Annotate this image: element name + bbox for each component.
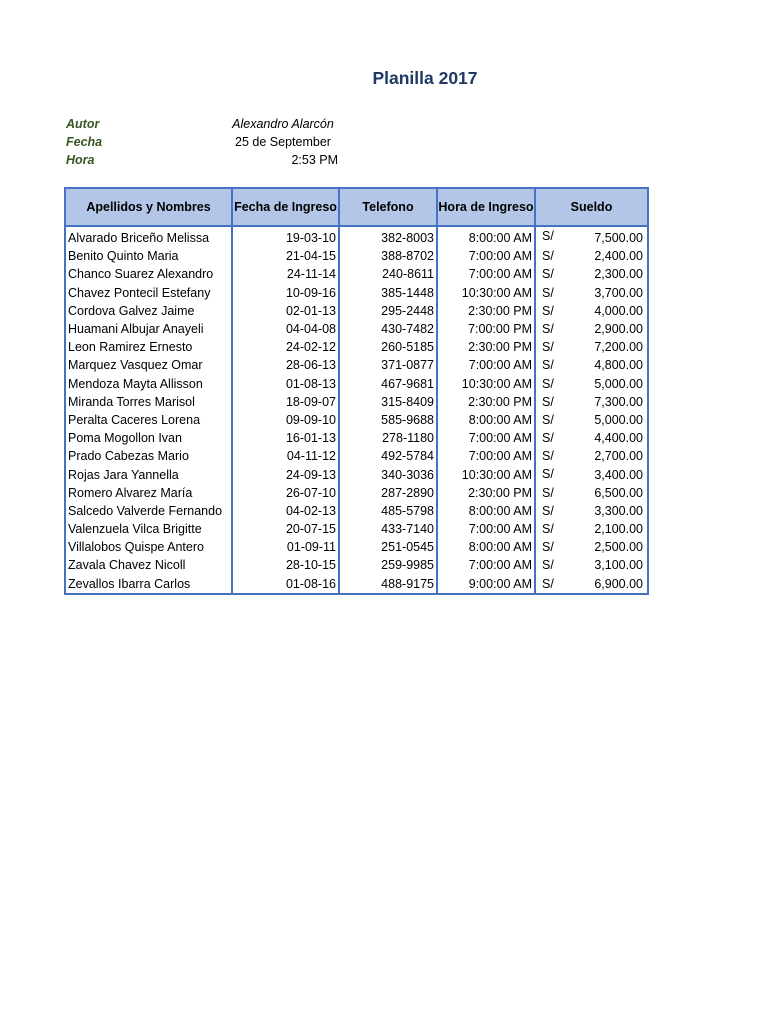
currency-symbol: S/ bbox=[542, 340, 554, 355]
planilla-table bbox=[64, 187, 649, 595]
cell-nombre: Villalobos Quispe Antero bbox=[65, 538, 232, 556]
cell-nombre: Mendoza Mayta Allisson bbox=[65, 375, 232, 393]
cell-sueldo bbox=[535, 284, 648, 302]
currency-symbol: S/ bbox=[542, 503, 554, 518]
cell-nombre: Alvarado Briceño Melissa bbox=[65, 226, 232, 247]
cell-fecha-ingreso: 21-04-15 bbox=[232, 247, 339, 265]
cell-sueldo bbox=[535, 226, 648, 247]
cell-sueldo bbox=[535, 265, 648, 283]
cell-sueldo bbox=[535, 538, 648, 556]
sueldo-amount: 3,700.00 bbox=[594, 285, 643, 300]
table-row bbox=[65, 393, 648, 411]
cell-fecha-ingreso: 28-10-15 bbox=[232, 556, 339, 574]
currency-symbol: S/ bbox=[542, 249, 554, 264]
cell-hora-ingreso: 2:30:00 PM bbox=[437, 302, 535, 320]
cell-nombre: Salcedo Valverde Fernando bbox=[65, 502, 232, 520]
sueldo-amount: 2,300.00 bbox=[594, 267, 643, 282]
cell-telefono: 371-0877 bbox=[339, 356, 437, 374]
cell-hora-ingreso: 7:00:00 AM bbox=[437, 247, 535, 265]
cell-hora-ingreso: 8:00:00 AM bbox=[437, 411, 535, 429]
autor-label: Autor bbox=[66, 117, 100, 131]
cell-telefono: 585-9688 bbox=[339, 411, 437, 429]
currency-symbol: S/ bbox=[542, 394, 554, 409]
cell-sueldo bbox=[535, 556, 648, 574]
sueldo-amount: 7,300.00 bbox=[594, 394, 643, 409]
cell-sueldo bbox=[535, 375, 648, 393]
table-row bbox=[65, 320, 648, 338]
cell-sueldo bbox=[535, 520, 648, 538]
cell-fecha-ingreso: 04-11-12 bbox=[232, 447, 339, 465]
currency-symbol: S/ bbox=[542, 229, 554, 243]
cell-fecha-ingreso: 16-01-13 bbox=[232, 429, 339, 447]
cell-telefono: 492-5784 bbox=[339, 447, 437, 465]
cell-telefono: 467-9681 bbox=[339, 375, 437, 393]
hora-label: Hora bbox=[66, 153, 95, 167]
header-apellidos-nombres: Apellidos y Nombres bbox=[65, 188, 232, 226]
table-row bbox=[65, 265, 648, 283]
cell-hora-ingreso: 10:30:00 AM bbox=[437, 375, 535, 393]
cell-fecha-ingreso: 02-01-13 bbox=[232, 302, 339, 320]
cell-telefono: 385-1448 bbox=[339, 284, 437, 302]
currency-symbol: S/ bbox=[542, 576, 554, 591]
header-fecha-ingreso: Fecha de Ingreso bbox=[232, 188, 339, 226]
cell-nombre: Chanco Suarez Alexandro bbox=[65, 265, 232, 283]
sueldo-amount: 2,100.00 bbox=[594, 522, 643, 537]
table-row bbox=[65, 575, 648, 594]
currency-symbol: S/ bbox=[542, 449, 554, 464]
currency-symbol: S/ bbox=[542, 285, 554, 300]
table-row bbox=[65, 538, 648, 556]
cell-fecha-ingreso: 10-09-16 bbox=[232, 284, 339, 302]
cell-hora-ingreso: 7:00:00 AM bbox=[437, 265, 535, 283]
sueldo-amount: 2,400.00 bbox=[594, 249, 643, 264]
cell-nombre: Peralta Caceres Lorena bbox=[65, 411, 232, 429]
sueldo-amount: 6,900.00 bbox=[594, 576, 643, 591]
hora-value: 2:53 PM bbox=[291, 153, 338, 167]
cell-sueldo bbox=[535, 484, 648, 502]
cell-fecha-ingreso: 24-02-12 bbox=[232, 338, 339, 356]
cell-fecha-ingreso: 20-07-15 bbox=[232, 520, 339, 538]
sueldo-amount: 5,000.00 bbox=[594, 412, 643, 427]
header-telefono: Telefono bbox=[339, 188, 437, 226]
cell-fecha-ingreso: 26-07-10 bbox=[232, 484, 339, 502]
table-row bbox=[65, 247, 648, 265]
cell-telefono: 382-8003 bbox=[339, 226, 437, 247]
autor-value: Alexandro Alarcón bbox=[232, 117, 334, 131]
cell-hora-ingreso: 7:00:00 AM bbox=[437, 556, 535, 574]
cell-nombre: Zavala Chavez Nicoll bbox=[65, 556, 232, 574]
cell-nombre: Poma Mogollon Ivan bbox=[65, 429, 232, 447]
sueldo-amount: 2,700.00 bbox=[594, 449, 643, 464]
sueldo-amount: 2,500.00 bbox=[594, 540, 643, 555]
cell-telefono: 278-1180 bbox=[339, 429, 437, 447]
table-row bbox=[65, 429, 648, 447]
cell-hora-ingreso: 7:00:00 PM bbox=[437, 320, 535, 338]
table-row bbox=[65, 465, 648, 483]
table-row bbox=[65, 447, 648, 465]
cell-sueldo bbox=[535, 320, 648, 338]
table-row bbox=[65, 226, 648, 247]
cell-telefono: 259-9985 bbox=[339, 556, 437, 574]
currency-symbol: S/ bbox=[542, 467, 554, 482]
sueldo-amount: 7,200.00 bbox=[594, 340, 643, 355]
sueldo-amount: 3,100.00 bbox=[594, 558, 643, 573]
currency-symbol: S/ bbox=[542, 412, 554, 427]
page-title: Planilla 2017 bbox=[372, 68, 478, 88]
cell-nombre: Huamani Albujar Anayeli bbox=[65, 320, 232, 338]
cell-nombre: Chavez Pontecil Estefany bbox=[65, 284, 232, 302]
sueldo-amount: 5,000.00 bbox=[594, 376, 643, 391]
table-row bbox=[65, 520, 648, 538]
cell-telefono: 488-9175 bbox=[339, 575, 437, 594]
cell-hora-ingreso: 2:30:00 PM bbox=[437, 393, 535, 411]
currency-symbol: S/ bbox=[542, 321, 554, 336]
currency-symbol: S/ bbox=[542, 522, 554, 536]
cell-fecha-ingreso: 04-04-08 bbox=[232, 320, 339, 338]
cell-telefono: 485-5798 bbox=[339, 502, 437, 520]
cell-telefono: 315-8409 bbox=[339, 393, 437, 411]
sueldo-amount: 3,400.00 bbox=[594, 467, 643, 482]
cell-telefono: 340-3036 bbox=[339, 465, 437, 483]
currency-symbol: S/ bbox=[542, 431, 554, 446]
fecha-value: 25 de September bbox=[235, 135, 331, 149]
cell-telefono: 260-5185 bbox=[339, 338, 437, 356]
currency-symbol: S/ bbox=[542, 303, 554, 318]
cell-fecha-ingreso: 28-06-13 bbox=[232, 356, 339, 374]
currency-symbol: S/ bbox=[542, 558, 554, 573]
cell-sueldo bbox=[535, 302, 648, 320]
cell-sueldo bbox=[535, 247, 648, 265]
cell-fecha-ingreso: 09-09-10 bbox=[232, 411, 339, 429]
table-row bbox=[65, 502, 648, 520]
cell-telefono: 430-7482 bbox=[339, 320, 437, 338]
cell-fecha-ingreso: 24-09-13 bbox=[232, 465, 339, 483]
cell-telefono: 287-2890 bbox=[339, 484, 437, 502]
table-row bbox=[65, 484, 648, 502]
header-hora-ingreso: Hora de Ingreso bbox=[437, 188, 535, 226]
cell-fecha-ingreso: 04-02-13 bbox=[232, 502, 339, 520]
cell-sueldo bbox=[535, 356, 648, 374]
cell-hora-ingreso: 7:00:00 AM bbox=[437, 520, 535, 538]
cell-hora-ingreso: 2:30:00 PM bbox=[437, 338, 535, 356]
cell-nombre: Miranda Torres Marisol bbox=[65, 393, 232, 411]
cell-hora-ingreso: 7:00:00 AM bbox=[437, 429, 535, 447]
cell-hora-ingreso: 10:30:00 AM bbox=[437, 465, 535, 483]
sueldo-amount: 3,300.00 bbox=[594, 503, 643, 518]
cell-hora-ingreso: 8:00:00 AM bbox=[437, 538, 535, 556]
cell-sueldo bbox=[535, 411, 648, 429]
cell-hora-ingreso: 7:00:00 AM bbox=[437, 356, 535, 374]
cell-telefono: 388-8702 bbox=[339, 247, 437, 265]
cell-fecha-ingreso: 01-08-13 bbox=[232, 375, 339, 393]
currency-symbol: S/ bbox=[542, 358, 554, 373]
cell-fecha-ingreso: 01-09-11 bbox=[232, 538, 339, 556]
cell-nombre: Cordova Galvez Jaime bbox=[65, 302, 232, 320]
cell-hora-ingreso: 9:00:00 AM bbox=[437, 575, 535, 594]
sueldo-amount: 4,800.00 bbox=[594, 358, 643, 373]
cell-hora-ingreso: 2:30:00 PM bbox=[437, 484, 535, 502]
cell-nombre: Benito Quinto Maria bbox=[65, 247, 232, 265]
sueldo-amount: 2,900.00 bbox=[594, 322, 643, 337]
cell-sueldo bbox=[535, 575, 648, 594]
cell-hora-ingreso: 10:30:00 AM bbox=[437, 284, 535, 302]
sueldo-amount: 4,400.00 bbox=[594, 431, 643, 446]
fecha-label: Fecha bbox=[66, 135, 103, 149]
cell-fecha-ingreso: 24-11-14 bbox=[232, 265, 339, 283]
cell-sueldo bbox=[535, 502, 648, 520]
cell-nombre: Romero Alvarez María bbox=[65, 484, 232, 502]
table-row bbox=[65, 284, 648, 302]
table-row bbox=[65, 356, 648, 374]
cell-sueldo bbox=[535, 338, 648, 356]
cell-fecha-ingreso: 01-08-16 bbox=[232, 575, 339, 594]
cell-sueldo bbox=[535, 447, 648, 465]
table-body bbox=[65, 226, 648, 594]
cell-nombre: Marquez Vasquez Omar bbox=[65, 356, 232, 374]
cell-nombre: Zevallos Ibarra Carlos bbox=[65, 575, 232, 594]
table-row bbox=[65, 411, 648, 429]
cell-hora-ingreso: 8:00:00 AM bbox=[437, 502, 535, 520]
cell-telefono: 295-2448 bbox=[339, 302, 437, 320]
sueldo-amount: 4,000.00 bbox=[594, 303, 643, 318]
cell-sueldo bbox=[535, 393, 648, 411]
cell-nombre: Prado Cabezas Mario bbox=[65, 447, 232, 465]
sueldo-amount: 6,500.00 bbox=[594, 485, 643, 500]
cell-telefono: 251-0545 bbox=[339, 538, 437, 556]
cell-fecha-ingreso: 18-09-07 bbox=[232, 393, 339, 411]
currency-symbol: S/ bbox=[542, 485, 554, 500]
cell-hora-ingreso: 8:00:00 AM bbox=[437, 226, 535, 247]
header-sueldo: Sueldo bbox=[535, 188, 648, 226]
cell-nombre: Rojas Jara Yannella bbox=[65, 465, 232, 483]
cell-fecha-ingreso: 19-03-10 bbox=[232, 226, 339, 247]
cell-telefono: 433-7140 bbox=[339, 520, 437, 538]
table-row bbox=[65, 302, 648, 320]
cell-hora-ingreso: 7:00:00 AM bbox=[437, 447, 535, 465]
currency-symbol: S/ bbox=[542, 267, 554, 282]
cell-telefono: 240-8611 bbox=[339, 265, 437, 283]
currency-symbol: S/ bbox=[542, 540, 554, 555]
cell-sueldo bbox=[535, 429, 648, 447]
cell-nombre: Leon Ramirez Ernesto bbox=[65, 338, 232, 356]
cell-nombre: Valenzuela Vilca Brigitte bbox=[65, 520, 232, 538]
sueldo-amount: 7,500.00 bbox=[594, 231, 643, 246]
currency-symbol: S/ bbox=[542, 376, 554, 391]
table-header-row bbox=[65, 188, 648, 226]
table-row bbox=[65, 375, 648, 393]
cell-sueldo bbox=[535, 465, 648, 483]
table-row bbox=[65, 338, 648, 356]
table-row bbox=[65, 556, 648, 574]
